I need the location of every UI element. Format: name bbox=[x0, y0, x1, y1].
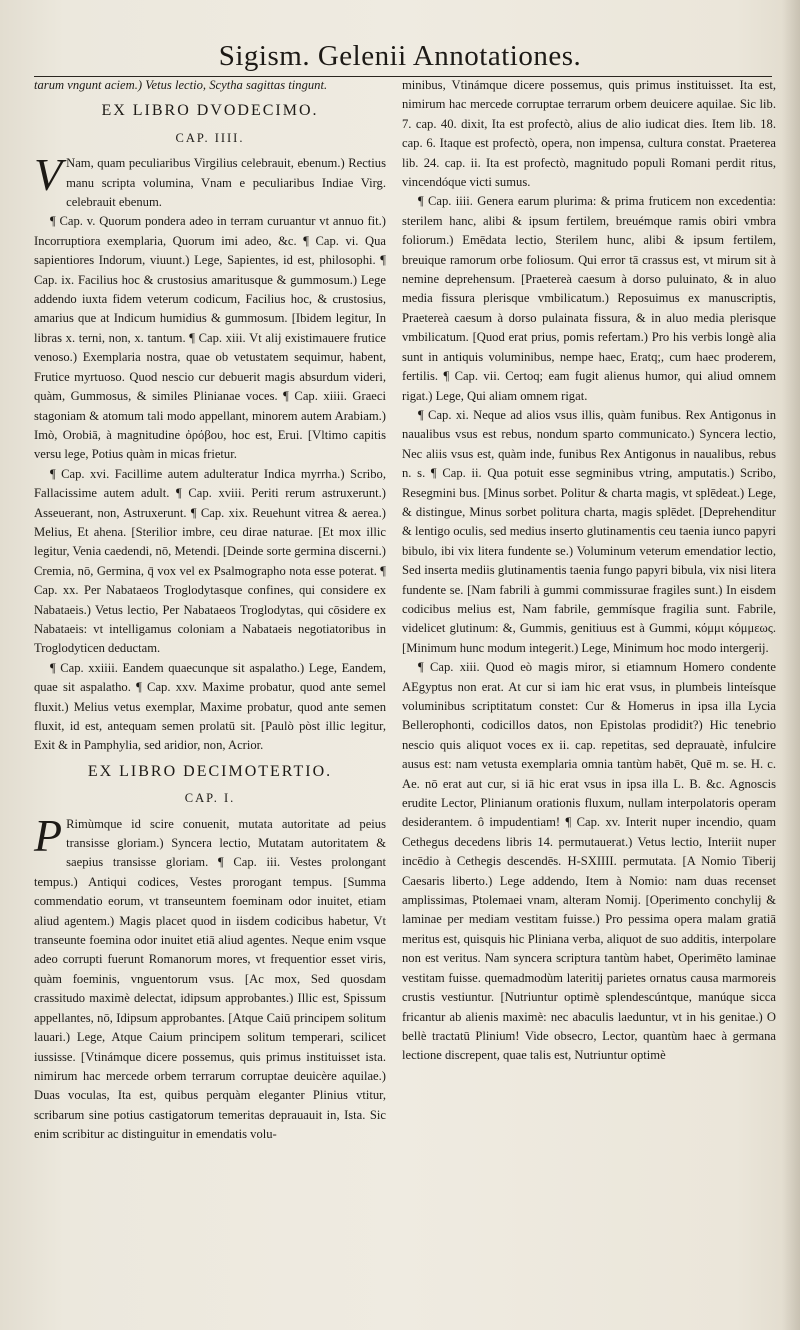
paragraph: ¶ Cap. iiii. Genera earum plurima: & prima fruticem non excedentia: sterilem hanc, alibi & ipsum fertilem, breuémque ramis obiri vmbra foliorum.) Emēdata lectio, Sterilem hunc, alibi & ipsum fertilem, breuique ramorum orbe foliosum. Qui error tā crassus est, vt mirum sit à nemine deprehensum. [Praetereà caesum à dorso puluinato, & in aluo media fissura plerisque vmbilicatum.) Reposuimus ex manuscriptis, Praetereà caesum à dorso pulainata fissura, & in aluo media plerisque vmbilicatum. [Quod erat prius, pomis refertam.) Pro his verbis longè alia sunt in antiquis voluminibus, nempe haec, Eratq;, cum haec proderem, fertilis. ¶ Cap. vii. Certoq; eam fugit alienus humor, qui aliud omnem rigat.) Lege, Qui aliam omnem rigat. bbox=[402, 194, 776, 403]
paragraph-drop-p bbox=[34, 809, 386, 1145]
book-heading-13: EX LIBRO DECIMOTERTIO. bbox=[87, 762, 333, 780]
paragraph: minibus, Vtinámque dicere possemus, quis primus instituisset. Ita est, nimirum hac mercede corruptae terrarum orbem deuicere aquilae. Sic lib. 7. cap. 40. dixit, Ita est profectò, alius de alio iudicat dies. Item lib. 18. cap. 6. Itaque est profectò, opera, non impensa, cultura constat. Praeterea lib. 24. cap. ii. Ita est profectò, magnitudo populi Romani perdit ritus, vincendóque victi sumus. bbox=[402, 78, 776, 190]
drop-cap-v: V bbox=[34, 149, 63, 201]
paragraph: ¶ Cap. xi. Neque ad alios vsus illis, quàm funibus. Rex Antigonus in naualibus vsus est rebus, nondum sparto communicato.) Syncera lectio, Nec aliis vsus est, quàm inde, funibus Rex Antigonus in naualibus, rebus n. s. ¶ Cap. ii. Qua potuit esse segminibus vtring, amputatis.) Scribo, Resegmini bus. [Minus sorbet. Politur & charta magis, vt splēdeat.) Lege, & distingue, Minus sorbet politura charta, magis splēdet. [Deprehenditur & lentigo oculis, sed medius inserto glutinamentis ceu taenia iunco papyri bibulo, ibi vix litera fundente se.) Voluminum veterum emendatior lectio, Sed inserta mediis glutinamentis taenia fungo papyri bibula, vix nisi litera fundente se. [Nam fabrili à gummi commissurae fragiles sunt.) In eisdem codicibus melius est, Nam fabrile, gemmísque fragilia sunt. Fabrile, videlicet glutinum: &, Gummis, genitiuus est à Gummi, κόμμι κόμμεως. [Minimum hunc modum integerit.) Lege, Minimum hoc modo intergerij. bbox=[402, 407, 776, 655]
paragraph: ¶ Cap. v. Quorum pondera adeo in terram curuantur vt annuo fit.) Incorruptiora exemplaria, Quorum imi adeo, &c. ¶ Cap. vi. Qua sapientiores Indorum, viuunt.) Lege, Sapientes, id est, philosophi. ¶ Cap. ix. Facilius hoc & crustosius amaritusque & gummosum.) Lege addendo iuxta fidem veterum codicum, Facilius hoc, & crustosius, amarius que at Indicum humidius & gummosum. [Ibidem legitur, In libras x. terni, non, x. tantum. ¶ Cap. xiii. Vt alij existimauere frutice venoso.) Exemplaria nostra, quae ob vetustatem sequimur, habent, Frutice myrtuoso. Quod nescio cur debuerit magis absurdum videri, quàm, Gummosus, & similes Plinianae voces. ¶ Cap. xiiii. Graeci stagoniam & atomum tali modo appellant, minorem autem Arabiam.) Imò, Orobiā, à magnitudine ὀρόβου, hoc est, Erui. [Vltimo capitis versu lege, Potius quàm in micas frietur. bbox=[34, 214, 386, 462]
chapter-heading-1: CAP. I. bbox=[184, 791, 236, 806]
running-header: Sigism. Gelenii Annotationes. bbox=[218, 40, 582, 72]
drop-cap-p: P bbox=[34, 809, 63, 861]
paragraph-text: Nam, quam peculiaribus Virgilius celebrauit, ebenum.) Rectius manu scripta volumina, Vnam e peculiaribus Indiae Virg. celebrauit ebenum. bbox=[66, 156, 386, 210]
paragraph: ¶ Cap. xxiiii. Eandem quaecunque sit aspalatho.) Lege, Eandem, quae sit aspalatho. ¶ Cap. xxv. Maxime probatur, quod ante semel fluxit.) Melius vetus exemplar, Maxime probatur, quod ante semen fluxit, id est, antequam semen prolatū sit. [Paulò pòst illic legitur, Exit & in Pamphylia, sed aridior, non, Acrior. bbox=[34, 660, 386, 753]
left-column bbox=[34, 76, 386, 1145]
book-heading-12: EX LIBRO DVODECIMO. bbox=[101, 102, 319, 120]
paragraph: ¶ Cap. xiii. Quod eò magis miror, si etiamnum Homero condente AEgyptus non erat. At cur si iam hic erat vsus, in plumbeis linteísque voluminibus scriptitatum constet: Cur & Homerus in ipsa illa Lycia Bellerophonti, codicillos datos, non Epistolas prodidit?) Hic tenebrio nescio quis aliquot voces ex ii. cap. repetitas, sed deprauatè, infulcire ausus est: nam vetusta exemplaria omnia tantùm habēt, Quē m. se. H. c. Ae. nō erat aut cur, si iā hic erat vsus in ipsa illa L. B. &c. Agnoscis erudite Lector, Plinianum orationis fluxum, nullam interpolatoris operam desiderantem. ô impudentiam! ¶ Cap. xv. Interit nuper incendio, quam Cethegus decedens libris 14. permutauerat.) Vetus lectio, Interiit nuper incēdio à Cethegis descendēs. H-SXIIII. permutata. [A Nomio Tiberij Caesaris liberto.) Lege addendo, Item à Nomio: nam duas recenset amplissimas, Ptolemaei vnam, alteram Nomij. [Operimento conchylij & laminae per mediam vestitam fuisse.) Pro pessima opera malam gratiā meritus est, quisquis hic Pliniana verba, aliquot de suo additis, interpolare non est veritus. Nam syncera scriptura tantùm habet, Operimēto laminae vestitam fuisse. quemadmodùm lateritij parietes ornatus causa marmoreis crustis vestiuntur. [Nutriuntur optimè splendescúntque, manúque sicca fricantur ab alienis maximè: nec abaculis laeduntur, vt in his genitae.) O bellè tractatū Plinium! Vide obsecro, Lector, quantùm haec à germana lectione discrepent, quae talis est, Nutriuntur optimè bbox=[402, 660, 776, 1063]
chapter-heading-4: CAP. IIII. bbox=[175, 130, 245, 145]
paragraph: ¶ Cap. xvi. Facillime autem adulteratur Indica myrrha.) Scribo, Fallacissime autem adult. ¶ Cap. xviii. Periti rerum astruxerunt.) Asseuerant, non, Astruxerunt. ¶ Cap. xix. Reuehunt vitrea & aerea.) Melius, Et ahena. [Sterilior imbre, ceu dirae naturae. [Et mox illic legitur, Venia caedendi, nō, Metendi. [Deinde sorte germina discerni.) Cremia, nō, Germina, q̄ vox vel ex Psalmographo nota esse poterat. ¶ Cap. xx. Per Nabataeos Troglodytasque confines, qui considere ex Nabataeis.) Vetus lectio, Per Nabataeos Troglodytas, qui cōsidere ex Nabataeis: vt intelligamus coloniam a Nabataeis negotiatoribus in Troglodyticen deductam. bbox=[34, 466, 386, 656]
paragraph-drop-v bbox=[34, 149, 386, 212]
paragraph-text: Rimùmque id scire conuenit, mutata autoritate ad peius transisse gloriam.) Syncera lectio, Mutatam autoritatem & saepius transisse gloriam. ¶ Cap. iii. Vestes prolongant tempus.) Antiqui codices, Vestes prorogant tempus. [Summa commendatio eorum, vt transeuntem foeminam odor inuitet, etiam aliud agentem.) Magis placet quod in iisdem codicibus habetur, Vt transeunte foemina odor inuitet etiā aliud agentes. Neque enim vsque adeo corrupti fuerunt Romanorum mores, vt frequentior esset viris, quàm foeminis, vnguentorum vsus. [Ac mox, Sed quosdam crassitudo maximè delectat, idipsum approbantes.) Illic est, Spissum appellantes, nō, Idipsum approbantes. [Atque Caiū principem solitum lauari.) Lege, Atque Caium principem solitum temperari, scilicet iussisse. [Vtinámque dicere possemus, quis primus instituisset ista. nimirum hac mercede orbem terrarum corruptae deuicère aquilae.) Duas voculas, Ita est, quibus perquàm eleganter Plinius vtitur, scribarum sine potius castigatorum temeritas deprauauit in, Ista. Sic enim scribitur ac distinguitur in emendatis volu- bbox=[34, 816, 386, 1142]
page-edge-shadow bbox=[782, 0, 800, 1330]
left-continuation bbox=[34, 76, 386, 95]
left-continuation-text: tarum vngunt aciem.) Vetus lectio, Scytha sagittas tingunt. bbox=[34, 78, 328, 92]
right-column bbox=[402, 76, 776, 1066]
